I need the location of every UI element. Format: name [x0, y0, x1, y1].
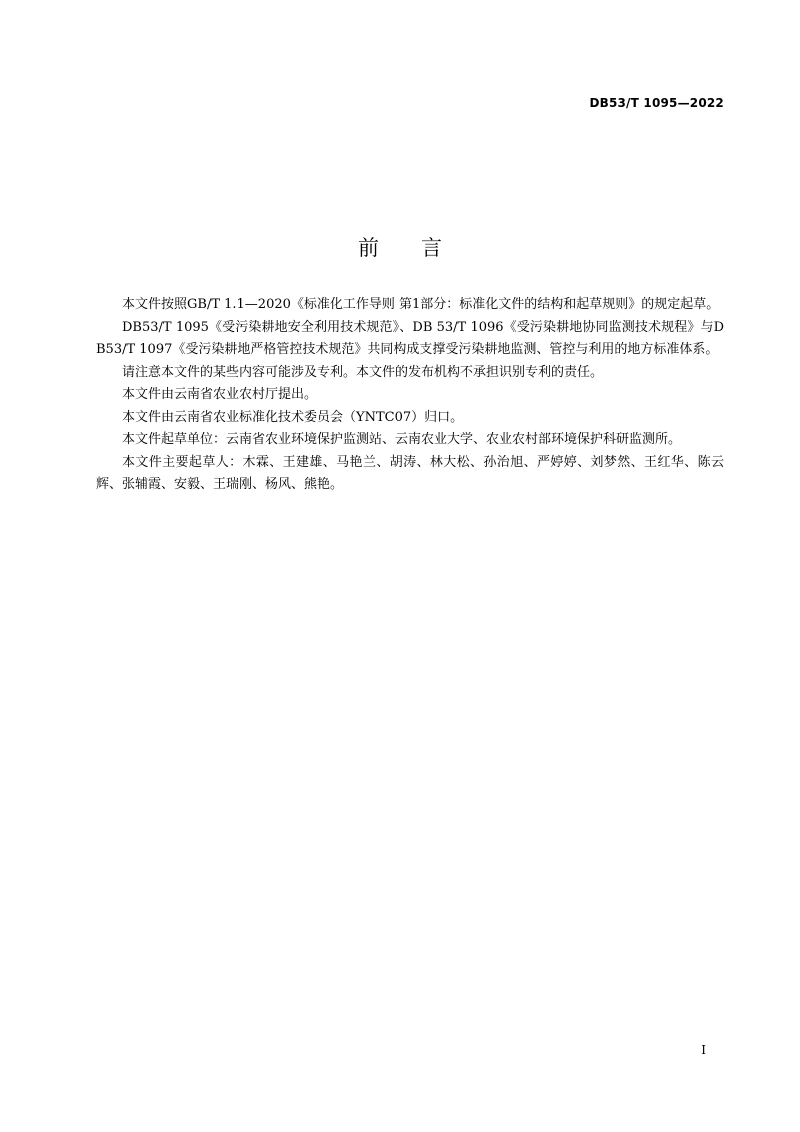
page-title: 前言 [358, 236, 484, 260]
paragraph-drafters: 本文件主要起草人：木霖、王建雄、马艳兰、胡涛、林大松、孙治旭、严婷婷、刘梦然、王红华、陈云辉、张辅霞、安毅、王瑞刚、杨风、熊艳。 [96, 454, 724, 492]
paragraph-drafting-units: 本文件起草单位：云南省农业环境保护监测站、云南农业大学、农业农村部环境保护科研监测所。 [122, 432, 682, 447]
paragraph-proposer: 本文件由云南省农业农村厅提出。 [122, 387, 318, 402]
paragraph-committee: 本文件由云南省农业标准化技术委员会（YNTC07）归口。 [122, 409, 464, 425]
document-code: DB53/T 1095—2022 [589, 96, 724, 110]
paragraph-standard-system: DB53/T 1095《受污染耕地安全利用技术规范》、DB 53/T 1096《受污染耕地协同监测技术规程》与DB53/T 1097《受污染耕地严格管控技术规范》共同构成支撑受污染耕地监测、管控与利用的地方标准体系。 [96, 319, 724, 357]
paragraph-drafting-basis: 本文件按照GB/T 1.1—2020《标准化工作导则 第1部分：标准化文件的结构和起草规则》的规定起草。 [122, 297, 720, 312]
page-number: I [701, 1043, 706, 1057]
foreword-body [96, 294, 724, 497]
paragraph-patent-notice: 请注意本文件的某些内容可能涉及专利。本文件的发布机构不承担识别专利的责任。 [122, 364, 604, 380]
